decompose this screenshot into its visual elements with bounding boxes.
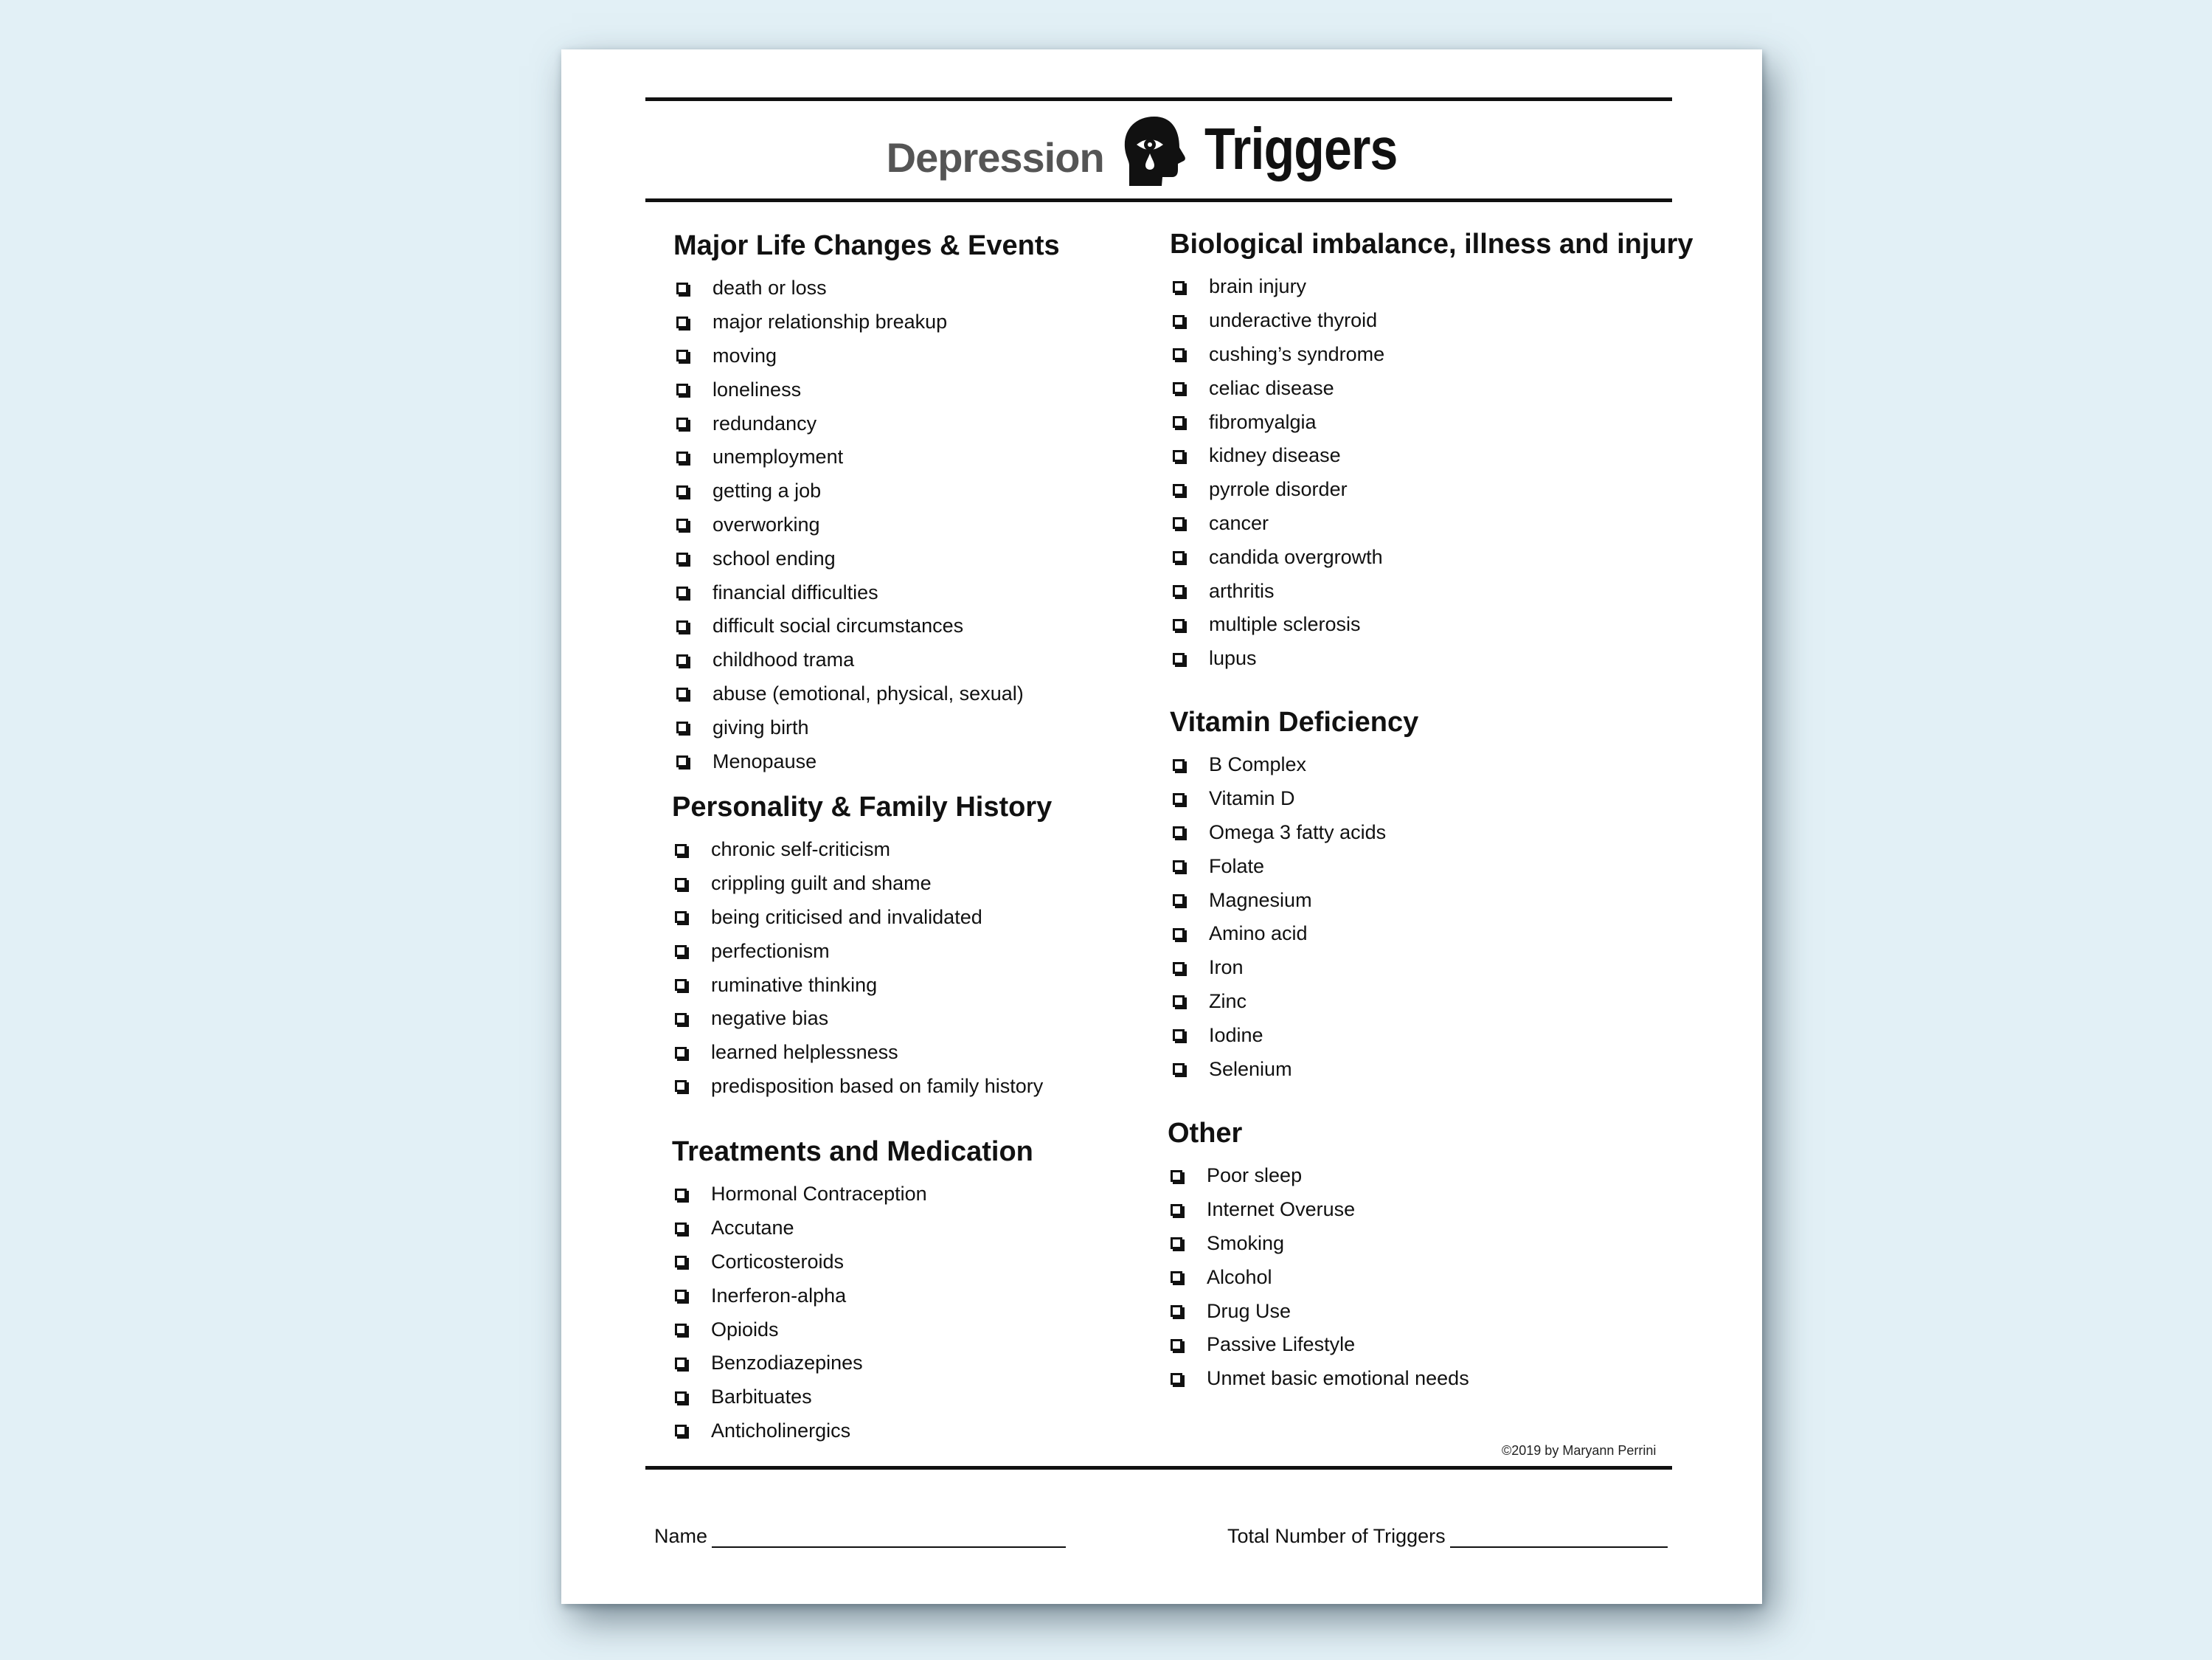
item-label: perfectionism — [711, 939, 830, 962]
item-label: death or loss — [713, 277, 827, 300]
checklist-item[interactable] — [1168, 1159, 1469, 1193]
checklist-item[interactable] — [673, 609, 1060, 643]
item-label: lupus — [1209, 647, 1257, 670]
checklist-item[interactable] — [673, 575, 1060, 609]
checkbox-icon[interactable] — [676, 485, 688, 497]
item-label: arthritis — [1209, 579, 1275, 602]
name-label: Name — [654, 1525, 708, 1547]
item-label: Drug Use — [1207, 1299, 1292, 1322]
checkbox-icon[interactable] — [676, 519, 688, 530]
checkbox-icon[interactable] — [1173, 894, 1185, 906]
checklist-item[interactable] — [672, 1177, 1033, 1211]
checklist-item[interactable] — [1168, 1294, 1469, 1328]
checkbox-icon[interactable] — [1173, 585, 1185, 597]
item-label: childhood trama — [713, 649, 855, 671]
checklist — [1170, 270, 1693, 676]
item-label: financial difficulties — [713, 581, 878, 604]
checklist-item[interactable] — [1168, 1328, 1469, 1362]
checklist-item[interactable] — [673, 710, 1060, 744]
item-label: predisposition based on family history — [711, 1074, 1044, 1097]
item-label: Omega 3 fatty acids — [1209, 820, 1387, 843]
item-label: cancer — [1209, 511, 1269, 534]
item-label: cushing’s syndrome — [1209, 342, 1385, 365]
checklist-item[interactable] — [1170, 405, 1693, 439]
total-triggers-label: Total Number of Triggers — [1227, 1525, 1446, 1547]
total-triggers-input-line[interactable] — [1450, 1527, 1668, 1548]
item-label: Selenium — [1209, 1057, 1292, 1080]
copyright-notice: ©2019 by Maryann Perrini — [1502, 1443, 1657, 1458]
item-label: brain injury — [1209, 275, 1307, 298]
checkbox-icon[interactable] — [1173, 517, 1185, 529]
checklist-item[interactable] — [1170, 574, 1693, 608]
checklist-item[interactable] — [1170, 883, 1418, 917]
checklist-item[interactable] — [1170, 849, 1418, 883]
checklist-item[interactable] — [1168, 1362, 1469, 1396]
section-title: Personality & Family History — [672, 792, 1053, 823]
item-label: Alcohol — [1207, 1265, 1272, 1288]
checkbox-icon[interactable] — [676, 452, 688, 463]
checkbox-icon[interactable] — [676, 654, 688, 666]
item-label: redundancy — [713, 412, 817, 435]
item-label: getting a job — [713, 480, 822, 502]
checkbox-icon[interactable] — [675, 1324, 687, 1335]
section-vitamin-deficiency — [1170, 705, 1418, 1086]
checklist-item[interactable] — [673, 677, 1060, 711]
item-label: ruminative thinking — [711, 973, 878, 996]
checklist-item[interactable] — [1170, 338, 1693, 372]
item-label: Zinc — [1209, 989, 1247, 1012]
checkbox-icon[interactable] — [675, 1358, 687, 1369]
checkbox-icon[interactable] — [675, 945, 687, 957]
checkbox-icon[interactable] — [675, 1425, 687, 1436]
checklist-item[interactable] — [672, 867, 1052, 901]
item-label: pyrrole disorder — [1209, 478, 1348, 501]
checklist-item[interactable] — [673, 305, 1060, 339]
checklist-item[interactable] — [1170, 1052, 1418, 1086]
top-rule — [645, 97, 1672, 101]
checklist-item[interactable] — [672, 1380, 1033, 1414]
item-label: loneliness — [713, 378, 802, 401]
item-label: Unmet basic emotional needs — [1207, 1367, 1469, 1390]
checklist-item[interactable] — [672, 1002, 1052, 1036]
checklist-item[interactable] — [1170, 507, 1693, 541]
checklist — [672, 833, 1052, 1103]
checklist-item[interactable] — [672, 1245, 1033, 1279]
checkbox-icon[interactable] — [1171, 1237, 1182, 1249]
checklist-item[interactable] — [1168, 1193, 1469, 1227]
checkbox-icon[interactable] — [1173, 928, 1185, 940]
checklist-item[interactable] — [1170, 816, 1418, 850]
item-label: Iron — [1209, 956, 1244, 979]
checklist-item[interactable] — [672, 968, 1052, 1002]
item-label: moving — [713, 344, 777, 367]
section-title: Biological imbalance, illness and injury — [1170, 229, 1693, 260]
head-tear-icon — [1120, 115, 1188, 187]
section-biological-imbalance — [1170, 227, 1693, 676]
checkbox-icon[interactable] — [676, 688, 688, 699]
checkbox-icon[interactable] — [1171, 1305, 1182, 1317]
item-label: Menopause — [713, 750, 817, 772]
item-label: Anticholinergics — [711, 1419, 851, 1442]
checklist-item[interactable] — [672, 1313, 1033, 1346]
checklist-item[interactable] — [672, 833, 1052, 867]
checklist-item[interactable] — [673, 272, 1060, 305]
checkbox-icon[interactable] — [675, 1080, 687, 1092]
checkbox-icon[interactable] — [675, 1391, 687, 1403]
checklist-item[interactable] — [1170, 985, 1418, 1019]
worksheet-header — [645, 105, 1672, 197]
section-other — [1168, 1116, 1469, 1396]
checklist-item[interactable] — [1168, 1260, 1469, 1294]
item-label: major relationship breakup — [713, 311, 948, 333]
item-label: Barbituates — [711, 1386, 812, 1408]
bottom-rule — [645, 1466, 1672, 1470]
checkbox-icon[interactable] — [676, 317, 688, 328]
checkbox-icon[interactable] — [676, 283, 688, 294]
item-label: Amino acid — [1209, 922, 1308, 945]
item-label: multiple sclerosis — [1209, 613, 1361, 636]
checkbox-icon[interactable] — [676, 384, 688, 395]
checklist-item[interactable] — [1170, 439, 1693, 473]
item-label: Folate — [1209, 854, 1265, 877]
item-label: chronic self-criticism — [711, 838, 891, 861]
checklist-item[interactable] — [673, 508, 1060, 542]
checkbox-icon[interactable] — [1173, 1063, 1185, 1075]
checkbox-icon[interactable] — [1171, 1271, 1182, 1283]
item-label: difficult social circumstances — [713, 615, 964, 637]
item-label: Benzodiazepines — [711, 1352, 863, 1374]
checkbox-icon[interactable] — [676, 418, 688, 429]
item-label: kidney disease — [1209, 444, 1341, 467]
checkbox-icon[interactable] — [675, 878, 687, 890]
item-label: Opioids — [711, 1318, 779, 1341]
checklist — [1170, 748, 1418, 1086]
checklist-item[interactable] — [672, 934, 1052, 968]
item-label: underactive thyroid — [1209, 309, 1378, 332]
checkbox-icon[interactable] — [1173, 995, 1185, 1007]
section-personality-family-history — [672, 790, 1052, 1103]
checkbox-icon[interactable] — [1171, 1170, 1182, 1182]
header-bottom-rule — [645, 198, 1672, 202]
checklist-item[interactable] — [672, 1211, 1033, 1245]
item-label: Accutane — [711, 1217, 794, 1239]
item-label: abuse (emotional, physical, sexual) — [713, 682, 1024, 705]
checkbox-icon[interactable] — [1171, 1339, 1182, 1351]
checkbox-icon[interactable] — [676, 587, 688, 598]
checklist — [1168, 1159, 1469, 1396]
item-label: negative bias — [711, 1007, 829, 1030]
checklist-item[interactable] — [1170, 951, 1418, 985]
checklist-item[interactable] — [1170, 642, 1693, 676]
checkbox-icon[interactable] — [1173, 759, 1185, 771]
worksheet-page — [561, 49, 1762, 1604]
item-label: candida overgrowth — [1209, 545, 1383, 568]
item-label: Internet Overuse — [1207, 1198, 1356, 1221]
checkbox-icon[interactable] — [1173, 551, 1185, 563]
checkbox-icon[interactable] — [675, 1013, 687, 1025]
item-label: school ending — [713, 547, 836, 570]
checklist-item[interactable] — [1170, 473, 1693, 507]
item-label: unemployment — [713, 446, 844, 468]
total-triggers-field[interactable] — [1227, 1525, 1668, 1548]
checkbox-icon[interactable] — [1173, 653, 1185, 665]
checklist-item[interactable] — [1170, 608, 1693, 642]
checklist-item[interactable] — [672, 1414, 1033, 1448]
checkbox-icon[interactable] — [675, 979, 687, 991]
checklist-item[interactable] — [673, 643, 1060, 677]
checklist-item[interactable] — [673, 744, 1060, 778]
item-label: Corticosteroids — [711, 1250, 845, 1273]
checklist-item[interactable] — [1170, 304, 1693, 338]
item-label: Inerferon-alpha — [711, 1284, 847, 1307]
checkbox-icon[interactable] — [1173, 382, 1185, 394]
checkbox-icon[interactable] — [675, 1189, 687, 1200]
checklist-item[interactable] — [1170, 782, 1418, 816]
title-triggers: Triggers — [1204, 115, 1398, 181]
checklist-item[interactable] — [673, 542, 1060, 575]
checkbox-icon[interactable] — [1171, 1373, 1182, 1385]
checklist-item[interactable] — [673, 407, 1060, 440]
item-label: being criticised and invalidated — [711, 905, 982, 928]
item-label: giving birth — [713, 716, 809, 739]
checklist-item[interactable] — [673, 373, 1060, 407]
checkbox-icon[interactable] — [1173, 962, 1185, 974]
checkbox-icon[interactable] — [1173, 793, 1185, 805]
checklist-item[interactable] — [1170, 917, 1418, 951]
checkbox-icon[interactable] — [1173, 348, 1185, 360]
item-label: Poor sleep — [1207, 1164, 1303, 1187]
item-label: Vitamin D — [1209, 787, 1295, 810]
checkbox-icon[interactable] — [676, 553, 688, 564]
checklist — [672, 1177, 1033, 1448]
checklist-item[interactable] — [1170, 1018, 1418, 1052]
checkbox-icon[interactable] — [675, 1256, 687, 1268]
name-input-line[interactable] — [712, 1527, 1066, 1548]
checkbox-icon[interactable] — [1173, 619, 1185, 631]
checkbox-icon[interactable] — [676, 722, 688, 733]
checklist-item[interactable] — [672, 901, 1052, 935]
checkbox-icon[interactable] — [1173, 450, 1185, 462]
checkbox-icon[interactable] — [675, 1047, 687, 1059]
item-label: B Complex — [1209, 753, 1307, 776]
section-title: Vitamin Deficiency — [1170, 707, 1419, 738]
section-treatments-medication — [672, 1135, 1033, 1448]
checkbox-icon[interactable] — [1173, 315, 1185, 327]
title-depression: Depression — [886, 134, 1104, 181]
checkbox-icon[interactable] — [676, 755, 688, 767]
checkbox-icon[interactable] — [1173, 1029, 1185, 1041]
checkbox-icon[interactable] — [675, 844, 687, 856]
checklist-item[interactable] — [1168, 1227, 1469, 1261]
checkbox-icon[interactable] — [1171, 1204, 1182, 1216]
checkbox-icon[interactable] — [1173, 281, 1185, 293]
checklist-item[interactable] — [672, 1346, 1033, 1380]
checklist-item[interactable] — [673, 440, 1060, 474]
checklist-item[interactable] — [672, 1036, 1052, 1070]
item-label: Smoking — [1207, 1231, 1285, 1254]
checklist-item[interactable] — [672, 1070, 1052, 1104]
checklist-item[interactable] — [673, 339, 1060, 373]
item-label: Hormonal Contraception — [711, 1183, 927, 1206]
item-label: overworking — [713, 513, 820, 536]
checklist-item[interactable] — [1170, 540, 1693, 574]
item-label: fibromyalgia — [1209, 410, 1317, 433]
checkbox-icon[interactable] — [676, 620, 688, 632]
checklist-item[interactable] — [1170, 748, 1418, 782]
checklist-item[interactable] — [672, 1279, 1033, 1313]
item-label: Iodine — [1209, 1023, 1263, 1046]
item-label: learned helplessness — [711, 1041, 898, 1064]
section-major-life-changes — [673, 229, 1060, 778]
checkbox-icon[interactable] — [1173, 484, 1185, 496]
checkbox-icon[interactable] — [675, 911, 687, 923]
item-label: Magnesium — [1209, 888, 1312, 911]
checkbox-icon[interactable] — [1173, 416, 1185, 428]
name-field[interactable] — [654, 1525, 1066, 1548]
item-label: Passive Lifestyle — [1207, 1333, 1356, 1356]
checkbox-icon[interactable] — [1173, 826, 1185, 838]
item-label: crippling guilt and shame — [711, 872, 932, 895]
section-title: Treatments and Medication — [672, 1136, 1033, 1167]
checkbox-icon[interactable] — [675, 1222, 687, 1234]
checklist-item[interactable] — [673, 474, 1060, 508]
item-label: celiac disease — [1209, 376, 1334, 399]
checkbox-icon[interactable] — [675, 1290, 687, 1301]
checklist-item[interactable] — [1170, 371, 1693, 405]
checklist-item[interactable] — [1170, 270, 1693, 304]
checkbox-icon[interactable] — [676, 350, 688, 362]
section-title: Other — [1168, 1118, 1243, 1149]
checkbox-icon[interactable] — [1173, 860, 1185, 872]
section-title: Major Life Changes & Events — [673, 230, 1060, 261]
checklist — [673, 272, 1060, 778]
